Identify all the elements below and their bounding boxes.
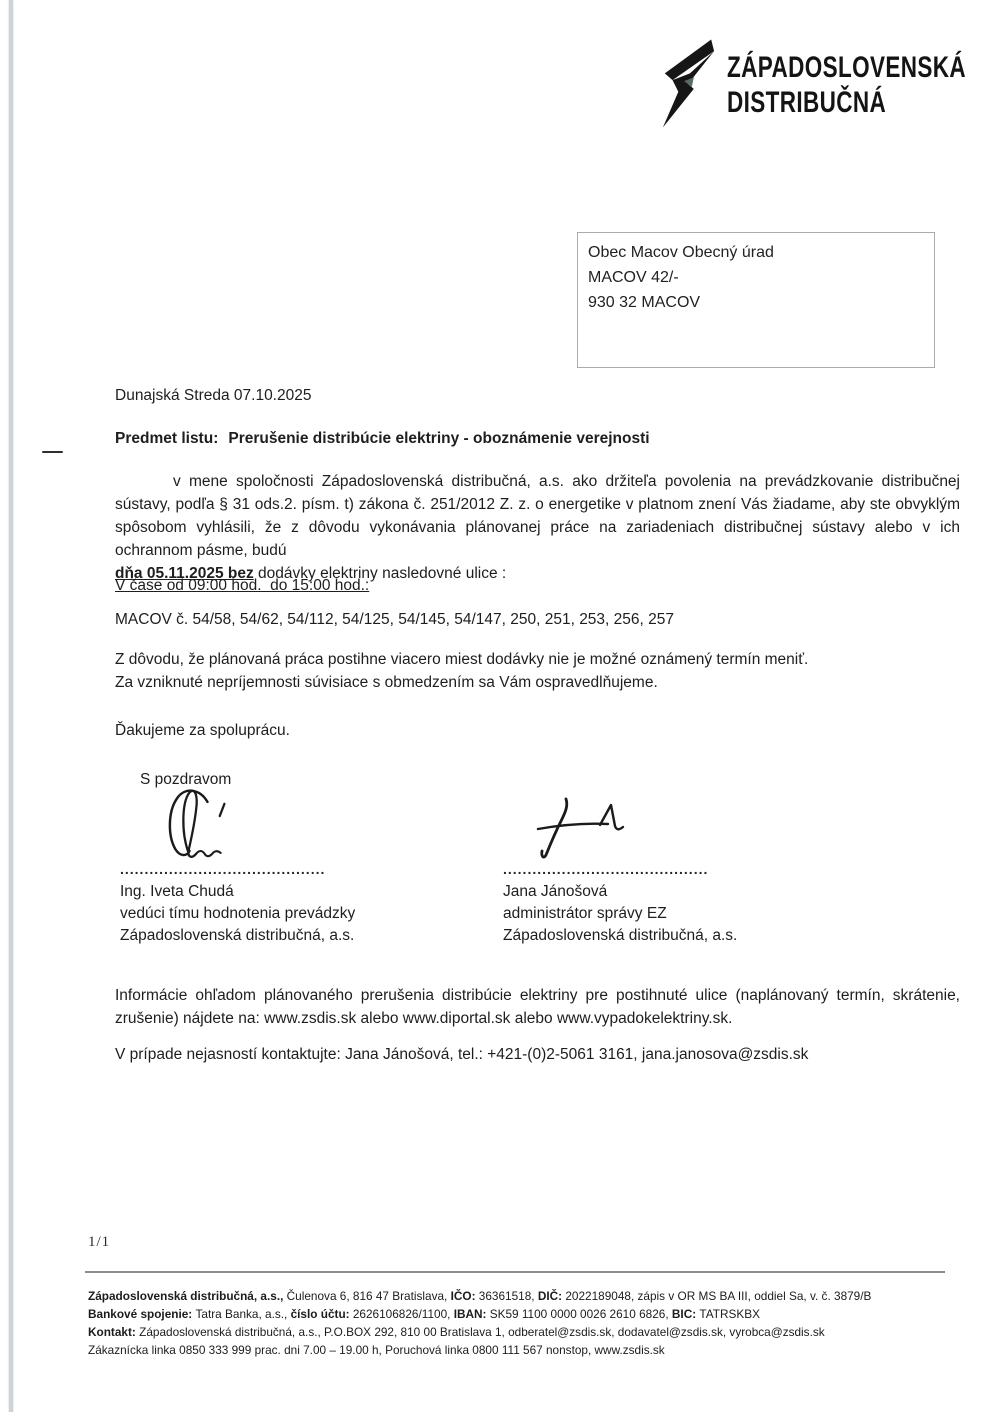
note-2: Za vzniknuté nepríjemnosti súvisiace s obmedzením sa Vám ospravedlňujeme.	[115, 674, 658, 691]
footer-segment: DIČ:	[537, 1289, 563, 1303]
footer-row-bank	[88, 1305, 963, 1323]
recipient-line-2: MACOV 42/-	[588, 269, 679, 286]
footer-segment: IBAN:	[453, 1307, 490, 1321]
footer-segment: SK59 1100 0000 0026 2610 6826,	[489, 1307, 672, 1321]
signature-ink-iveta-chuda	[148, 783, 248, 868]
footer-segment: Čulenova 6, 816 47 Bratislava,	[286, 1289, 451, 1303]
outage-time-range: V čase od 09:00 hod. do 15:00 hod.:	[115, 577, 370, 594]
footer-segment: číslo účtu:	[290, 1307, 353, 1321]
note-1: Z dôvodu, že plánovaná práca postihne viacero miest dodávky nie je možné oznámený termín meniť.	[115, 651, 809, 668]
company-logo-text	[727, 50, 966, 120]
subject-line	[115, 430, 650, 448]
footer-segment: IČO:	[450, 1289, 476, 1303]
signatory-role: administrátor správy EZ	[503, 905, 667, 922]
footer-segment: Zákaznícka linka 0850 333 999 prac. dni 7.00 – 19.00 h, Poruchová linka 0800 111 567 nonstop, www.zsdis.sk	[88, 1343, 665, 1357]
signatory-role: vedúci tímu hodnotenia prevádzky	[120, 905, 356, 922]
affected-streets: MACOV č. 54/58, 54/62, 54/112, 54/125, 54/145, 54/147, 250, 251, 253, 256, 257	[115, 611, 674, 628]
footer-row-company	[88, 1287, 963, 1305]
footer-segment: Západoslovenská distribučná, a.s.,	[88, 1289, 287, 1303]
footer-segment: Kontakt:	[88, 1325, 140, 1339]
recipient-address-box	[577, 232, 935, 368]
footer-row-hotlines	[88, 1341, 963, 1359]
signature-ink-jana-janosova	[526, 793, 626, 861]
footer-segment: 2626106826/1100,	[352, 1307, 454, 1321]
notes-block	[115, 648, 808, 694]
footer-segment: BIC:	[671, 1307, 700, 1321]
lightning-bolt-logo-icon	[659, 38, 717, 131]
footer-segment: Západoslovenská distribučná, a.s., P.O.BOX 292, 810 00 Bratislava 1, odberatel@zsdis.sk, dodavatel@zsdis.sk, vyrobca@zsdis.sk	[139, 1325, 825, 1339]
outage-date-highlight: dňa 05.11.2025 bez	[115, 565, 254, 582]
fold-mark	[42, 451, 63, 453]
signature-dotted-line: ..........................................	[120, 861, 326, 877]
closing-line: S pozdravom	[140, 771, 232, 788]
signatory-name: Ing. Iveta Chudá	[120, 883, 234, 900]
signatory-block-right	[503, 860, 737, 947]
signatory-company: Západoslovenská distribučná, a.s.	[120, 927, 355, 944]
footer-segment: Tatra Banka, a.s.,	[195, 1307, 291, 1321]
scan-edge-artifact	[9, 0, 13, 1412]
body-after: dodávky elektriny nasledovné ulice :	[253, 565, 507, 582]
footer-divider	[85, 1271, 945, 1273]
signature-dotted-line: ..........................................	[503, 861, 709, 877]
footer-segment: Bankové spojenie:	[88, 1307, 196, 1321]
subject-text: Prerušenie distribúcie elektriny - oboznámenie verejnosti	[228, 430, 650, 447]
subject-label: Predmet listu:	[115, 430, 219, 447]
footer	[88, 1287, 963, 1359]
footer-segment: 36361518,	[475, 1289, 538, 1303]
recipient-line-1: Obec Macov Obecný úrad	[588, 244, 774, 261]
thanks-line: Ďakujeme za spoluprácu.	[115, 722, 290, 739]
footer-row-contact	[88, 1323, 963, 1341]
logo-line-2: DISTRIBUČNÁ	[727, 86, 887, 119]
body-paragraph	[115, 470, 960, 585]
info-paragraph: Informácie ohľadom plánovaného prerušenia distribúcie elektriny pre postihnuté ulice (naplánovaný termín, skrátenie, zrušenie) nájdete na: www.zsdis.sk alebo www.diportal.sk alebo www.vypadokelektriny.sk.	[115, 987, 960, 1027]
contact-line: V prípade nejasností kontaktujte: Jana Jánošová, tel.: +421-(0)2-5061 3161, jana.janosova@zsdis.sk	[115, 1046, 809, 1063]
footer-segment: 2022189048, zápis v OR MS BA III, oddiel Sa, v. č. 3879/B	[562, 1289, 872, 1303]
logo-line-1: ZÁPADOSLOVENSKÁ	[727, 51, 966, 84]
body-intro: v mene spoločnosti Západoslovenská distribučná, a.s. ako držiteľa povolenia na prevádzkovanie distribučnej sústavy, podľa § 31 ods.2. písm. t) zákona č. 251/2012 Z. z. o energetike v platnom znení Vás žiadame, aby ste obvyklým spôsobom vyhlásili, že z dôvodu vykonávania plánovanej práce na zariadeniach distribučnej sústavy alebo v ich ochrannom pásme, budú	[115, 473, 960, 559]
footer-segment: TATRSKBX	[699, 1307, 760, 1321]
recipient-line-3: 930 32 MACOV	[588, 294, 701, 311]
page-number: 1/1	[88, 1234, 111, 1250]
signatory-name: Jana Jánošová	[503, 883, 608, 900]
signatory-company: Západoslovenská distribučná, a.s.	[503, 927, 738, 944]
date-place-line: Dunajská Streda 07.10.2025	[115, 387, 312, 404]
signatory-block-left	[120, 860, 355, 947]
